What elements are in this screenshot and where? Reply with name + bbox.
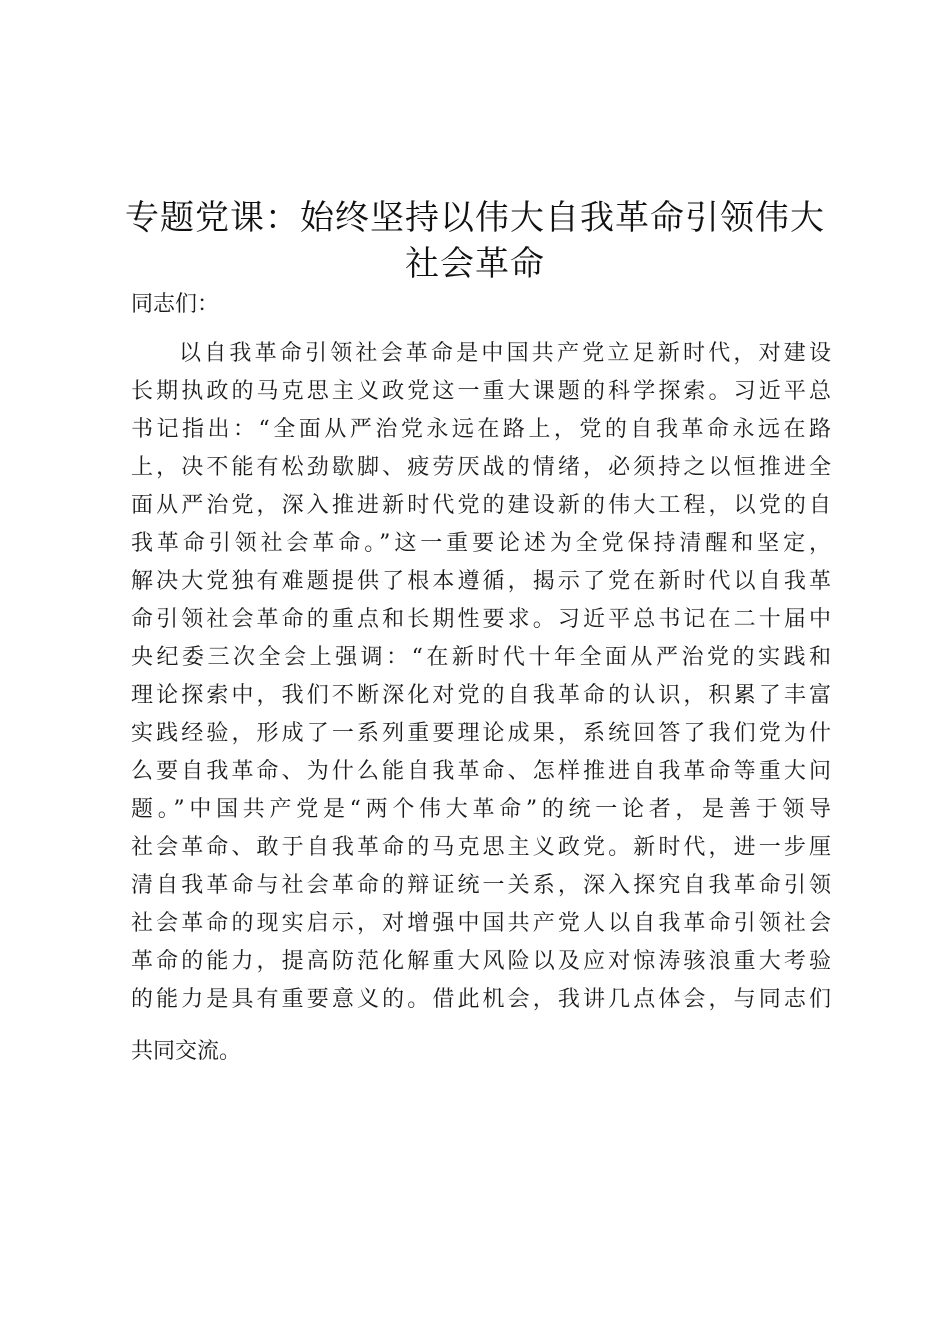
- salutation: 同志们：: [131, 292, 220, 317]
- paragraph-line: 题。”中国共产党是“两个伟大革命”的统一论者，是善于领导: [131, 797, 831, 822]
- paragraph-line: 上，决不能有松劲歇脚、疲劳厌战的情绪，必须持之以恒推进全: [131, 455, 831, 480]
- paragraph-line: 书记指出：“全面从严治党永远在路上，党的自我革命永远在路: [131, 417, 831, 442]
- paragraph-line: 央纪委三次全会上强调：“在新时代十年全面从严治党的实践和: [131, 645, 831, 670]
- paragraph-line: 理论探索中，我们不断深化对党的自我革命的认识，积累了丰富: [131, 683, 831, 708]
- paragraph-line: 清自我革命与社会革命的辩证统一关系，深入探究自我革命引领: [131, 873, 831, 898]
- paragraph-line: 的能力是具有重要意义的。借此机会，我讲几点体会，与同志们: [131, 987, 831, 1012]
- paragraph-line: 命引领社会革命的重点和长期性要求。习近平总书记在二十届中: [131, 607, 831, 632]
- paragraph-line: 社会革命的现实启示，对增强中国共产党人以自我革命引领社会: [131, 911, 831, 936]
- title-line-1: 专题党课：始终坚持以伟大自我革命引领伟大: [125, 198, 825, 238]
- paragraph-line: 长期执政的马克思主义政党这一重大课题的科学探索。习近平总: [131, 379, 831, 404]
- paragraph-line: 我革命引领社会革命。”这一重要论述为全党保持清醒和坚定，: [131, 531, 831, 556]
- title-line-2: 社会革命: [405, 244, 545, 284]
- paragraph-line: 共同交流。: [131, 1039, 242, 1064]
- paragraph-line: 以自我革命引领社会革命是中国共产党立足新时代，对建设: [179, 341, 831, 366]
- paragraph-line: 面从严治党，深入推进新时代党的建设新的伟大工程，以党的自: [131, 493, 831, 518]
- body-paragraph: [131, 335, 831, 1071]
- paragraph-line: 解决大党独有难题提供了根本遵循，揭示了党在新时代以自我革: [131, 569, 831, 594]
- paragraph-line: 么要自我革命、为什么能自我革命、怎样推进自我革命等重大问: [131, 759, 831, 784]
- paragraph-line: 实践经验，形成了一系列重要理论成果，系统回答了我们党为什: [131, 721, 831, 746]
- paragraph-line: 革命的能力，提高防范化解重大风险以及应对惊涛骇浪重大考验: [131, 949, 831, 974]
- document-title: [110, 195, 840, 287]
- paragraph-line: 社会革命、敢于自我革命的马克思主义政党。新时代，进一步厘: [131, 835, 831, 860]
